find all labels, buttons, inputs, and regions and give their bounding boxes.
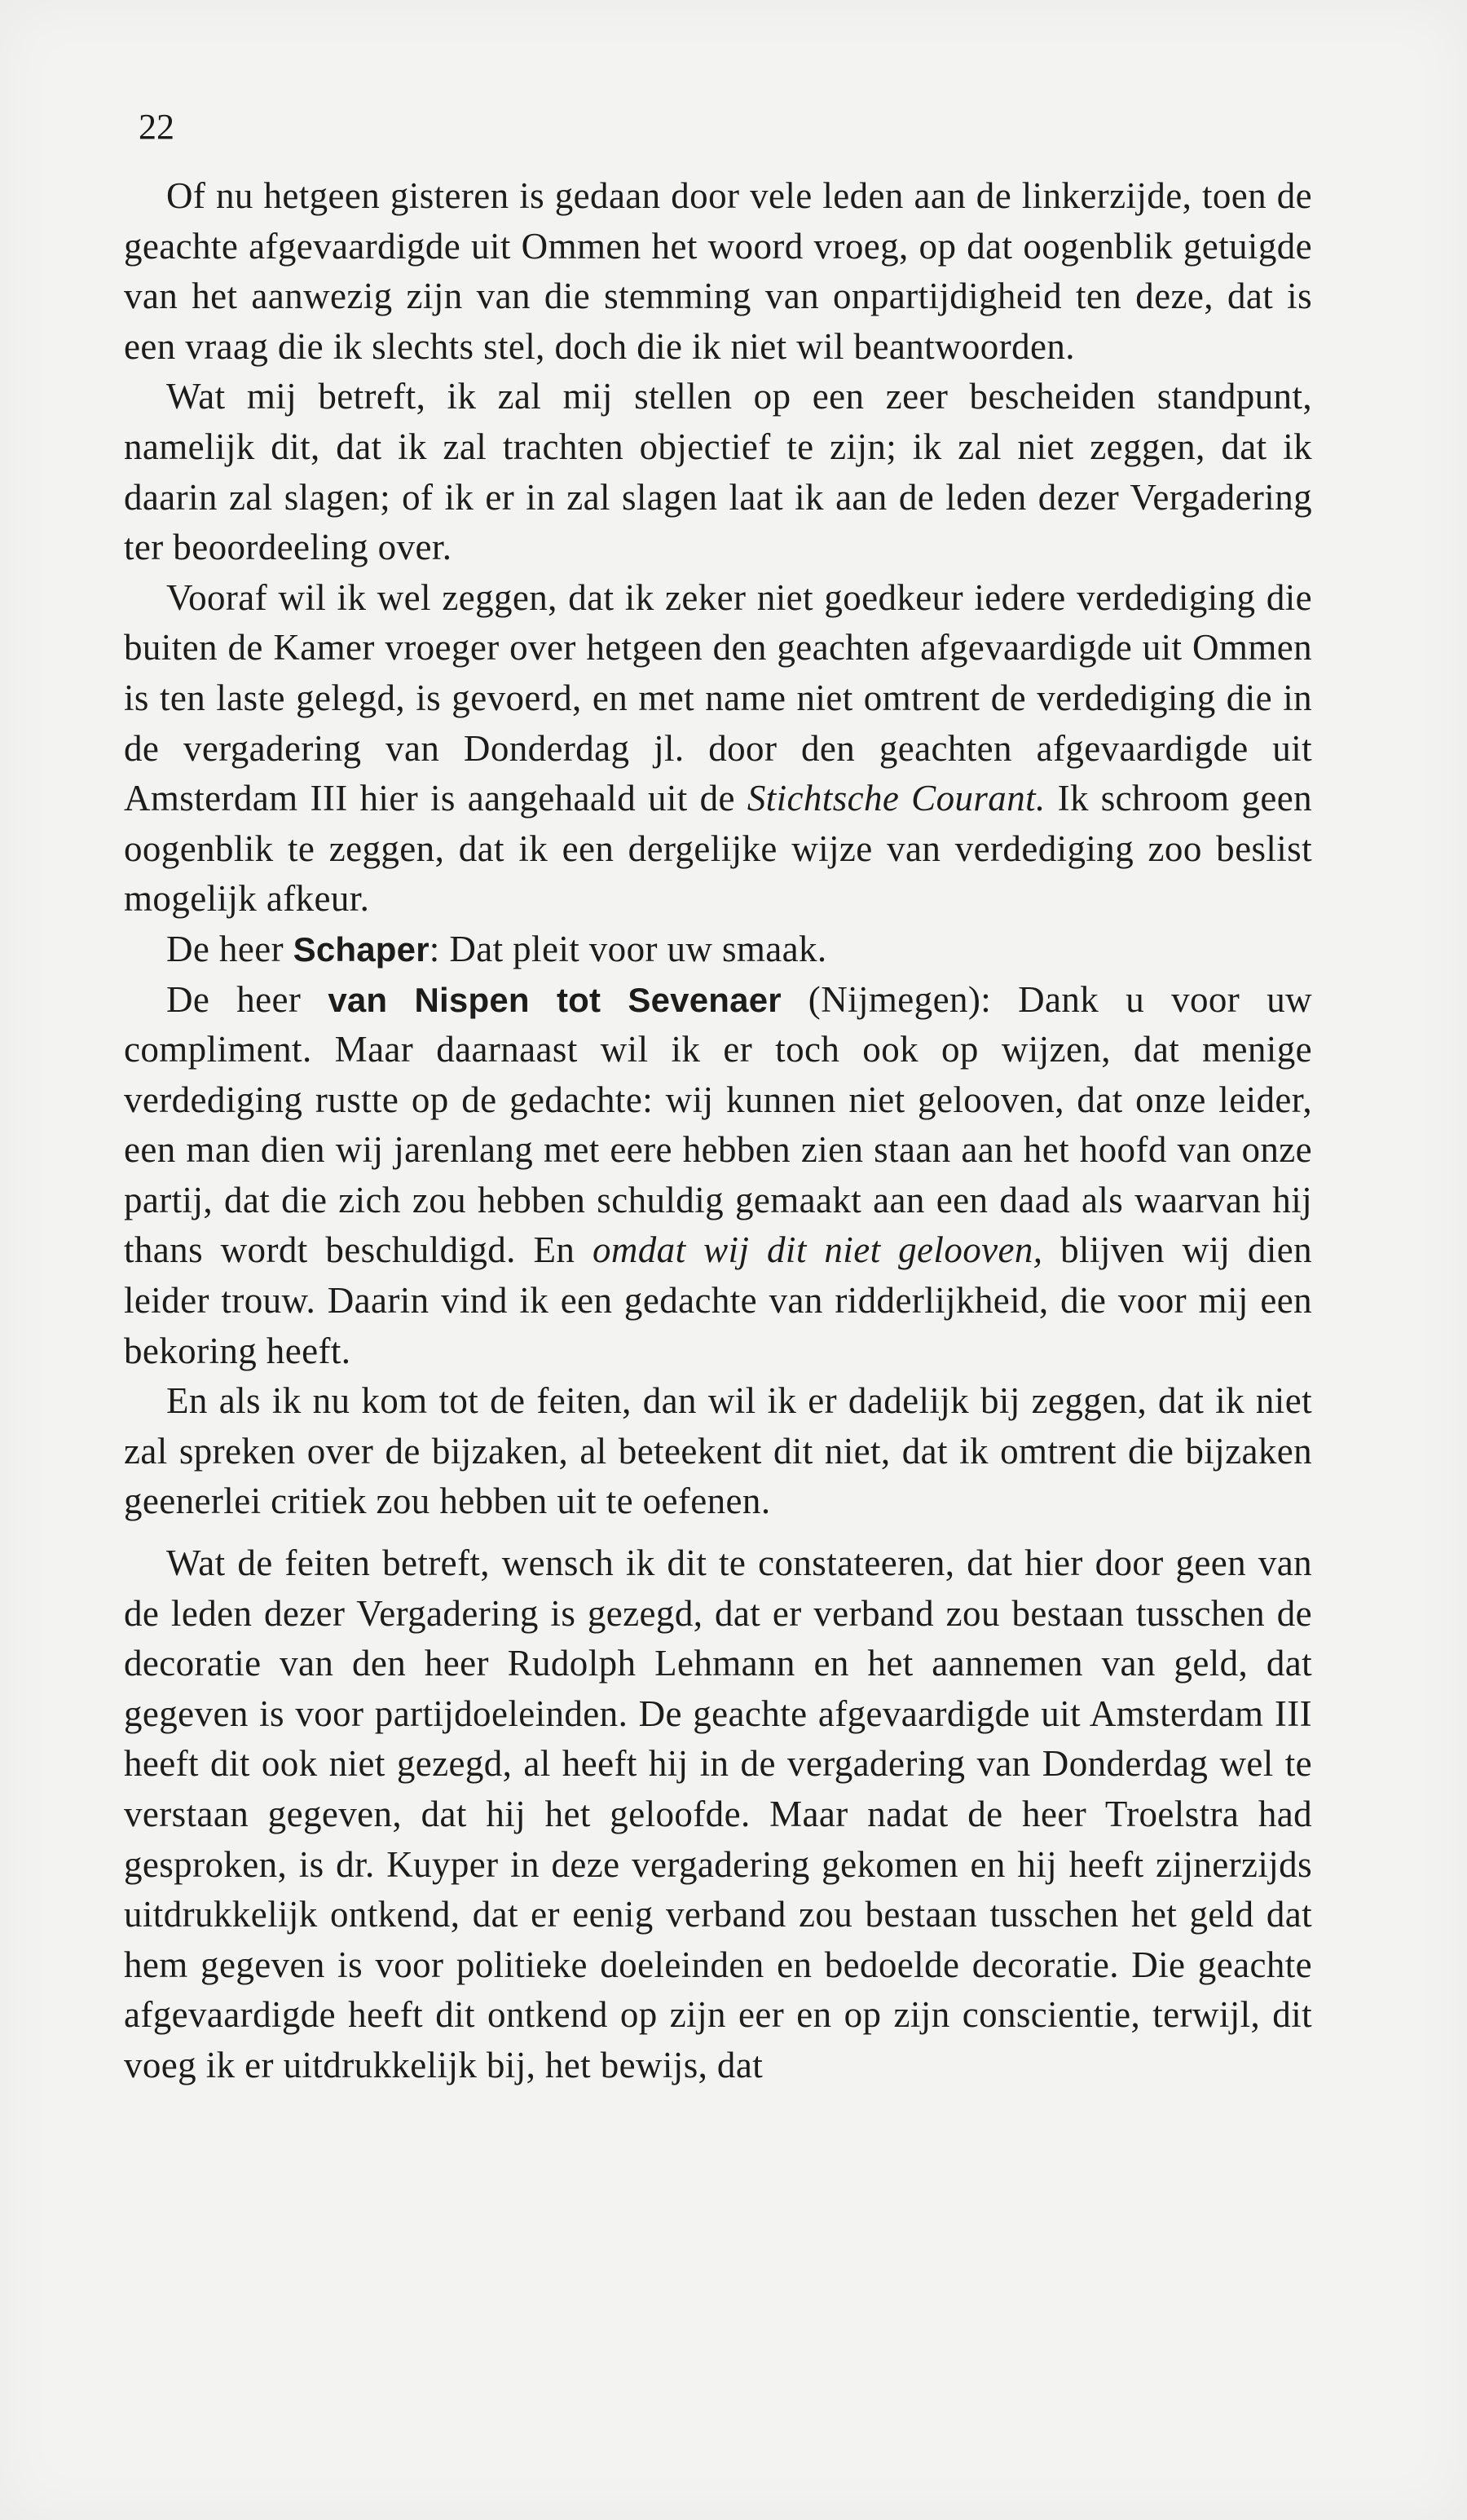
paragraph-4 <box>124 925 1312 975</box>
paragraph-7-text: Wat de feiten betreft, wensch ik dit te constateeren, dat hier door geen van de leden dezer Vergadering is gezegd, dat er verband zou bestaan tusschen de decoratie van den heer Rudolph Lehmann en het aannemen van geld, dat gegeven is voor partijdoeleinden. De geachte afgevaardigde uit Amsterdam III heeft dit ook niet gezegd, al heeft hij in de vergadering van Donderdag wel te verstaan gegeven, dat hij het geloofde. Maar nadat de heer Troelstra had gesproken, is dr. Kuyper in deze vergadering gekomen en hij heeft zijnerzijds uitdrukkelijk ontkend, dat er eenig verband zou bestaan tusschen het geld dat hem gegeven is voor politieke doeleinden en bedoelde decoratie. Die geachte afgevaardigde heeft dit ontkend op zijn eer en op zijn conscientie, terwijl, dit voeg ik er uitdrukkelijk bij, het bewijs, dat <box>124 1542 1312 2085</box>
paragraph-6 <box>124 1376 1312 1527</box>
paragraph-3-text-before-italic: Vooraf wil ik wel zeggen, dat ik zeker niet goedkeur iedere verdediging die buiten de Kamer vroeger over hetgeen den geachten afgevaardigde uit Ommen is ten laste gelegd, is gevoerd, en met name niet omtrent de verdediging die in de vergadering van Donderdag jl. door den geachten afgevaardigde uit Amsterdam III hier is aangehaald uit de <box>124 576 1312 819</box>
paragraph-5-text-after-italic: blijven wij dien leider trouw. Daarin vind ik een gedachte van ridderlijkheid, die voor mij een bekoring heeft. <box>124 1229 1313 1371</box>
speaker-intro: De heer <box>166 978 328 1020</box>
paragraph-3-text-after-italic: Ik schroom geen oogenblik te zeggen, dat ik een dergelijke wijze van verdediging zoo beslist mogelijk afkeur. <box>124 778 1312 920</box>
paragraph-5 <box>124 975 1312 1377</box>
paragraph-1 <box>124 171 1312 372</box>
paragraph-5-text-before-italic: (Nijmegen): Dank u voor uw compliment. Maar daarnaast wil ik er toch ook op wijzen, dat menige verdediging rustte op de gedachte: wij kunnen niet gelooven, dat onze leider, een man dien wij jarenlang met eere hebben zien staan aan het hoofd van onze partij, dat die zich zou hebben schuldig gemaakt aan een daad als waarvan hij thans wordt beschuldigd. En <box>124 978 1312 1271</box>
paragraph-2 <box>124 372 1312 572</box>
emphasized-phrase: omdat wij dit niet gelooven, <box>592 1229 1043 1271</box>
speaker-intro: De heer <box>166 928 293 969</box>
paragraph-7 <box>124 1538 1312 2091</box>
paragraph-3 <box>124 573 1312 925</box>
speaker-name: van Nispen tot Sevenaer <box>328 980 782 1019</box>
body-text <box>124 171 1312 2091</box>
newspaper-title: Stichtsche Courant. <box>747 778 1046 819</box>
page-number: 22 <box>139 107 174 147</box>
paragraph-1-text: Of nu hetgeen gisteren is gedaan door vele leden aan de linkerzijde, toen de geachte afgevaardigde uit Ommen het woord vroeg, op dat oogenblik getuigde van het aanwezig zijn van die stemming van onpartijdigheid ten deze, dat is een vraag die ik slechts stel, doch die ik niet wil beantwoorden. <box>124 175 1312 367</box>
paragraph-4-text: : Dat pleit voor uw smaak. <box>429 928 827 969</box>
speaker-name: Schaper <box>293 929 430 969</box>
paragraph-2-text: Wat mij betreft, ik zal mij stellen op een zeer bescheiden standpunt, namelijk dit, dat ik zal trachten objectief te zijn; ik zal niet zeggen, dat ik daarin zal slagen; of ik er in zal slagen laat ik aan de leden dezer Vergadering ter beoordeeling over. <box>124 376 1312 568</box>
paragraph-6-text: En als ik nu kom tot de feiten, dan wil ik er dadelijk bij zeggen, dat ik niet zal spreken over de bijzaken, al beteekent dit niet, dat ik omtrent die bijzaken geenerlei critiek zou hebben uit te oefenen. <box>124 1380 1312 1522</box>
